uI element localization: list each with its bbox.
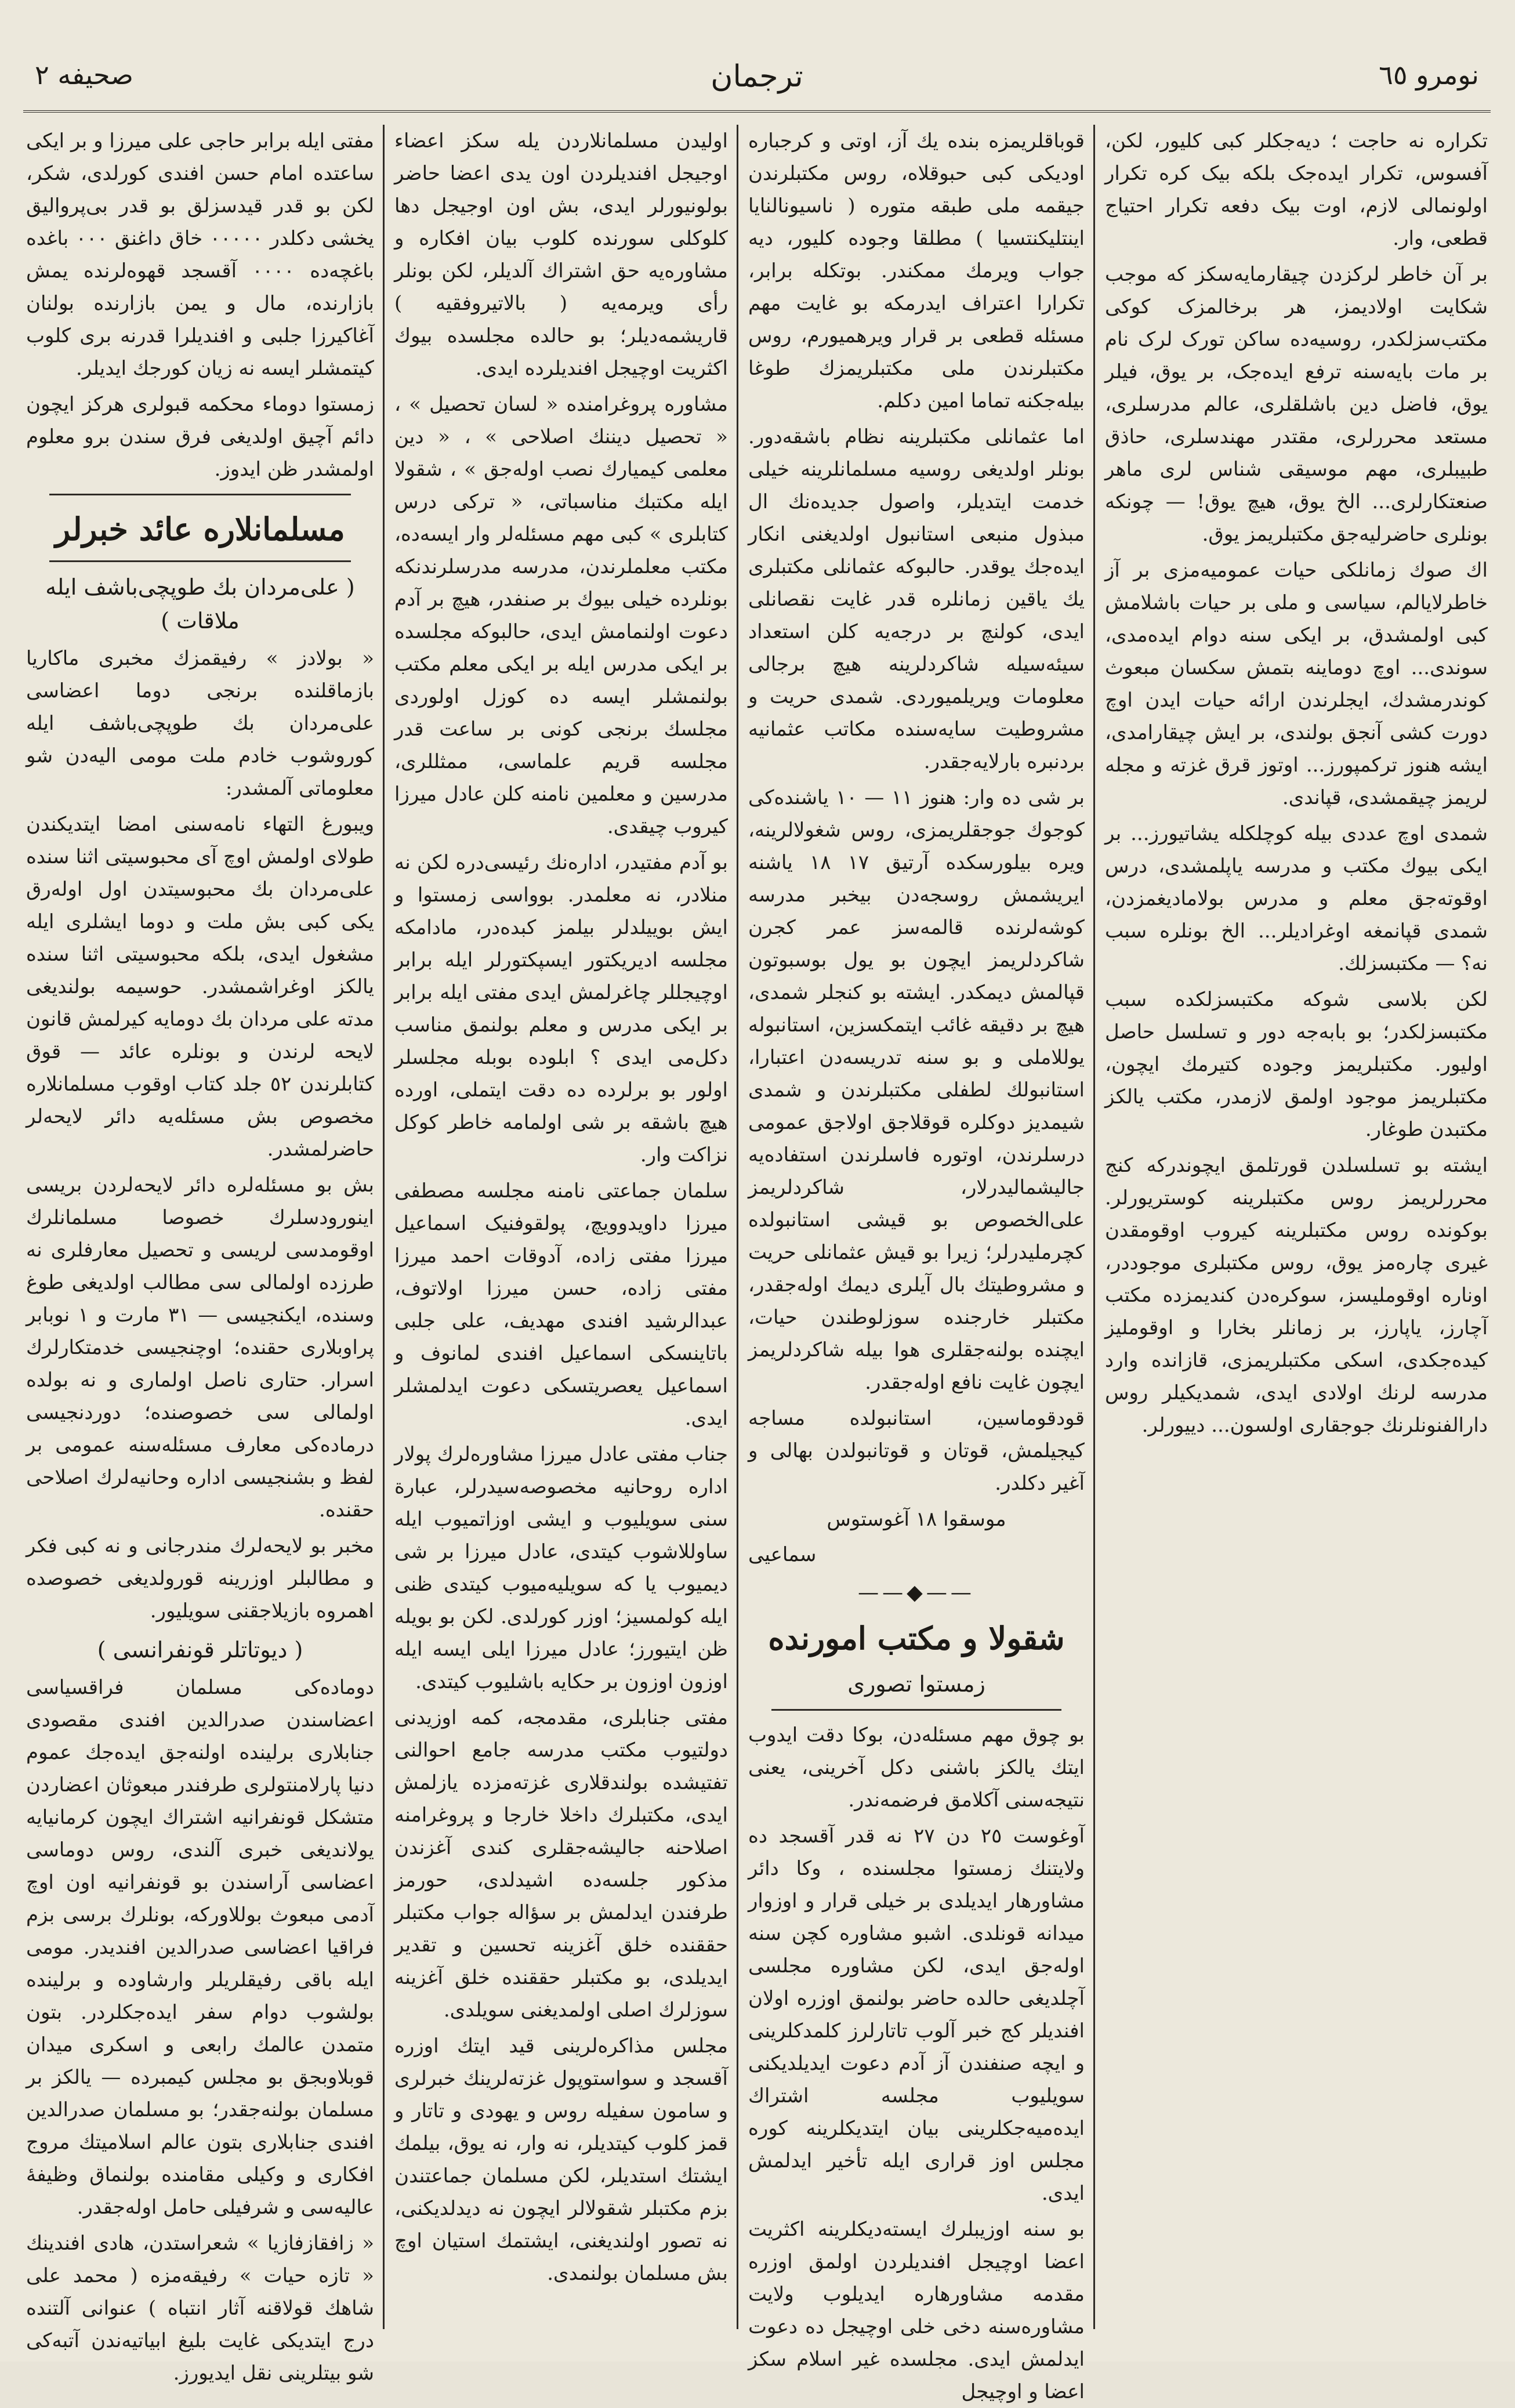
paragraph: بر آن خاطر لرکزدن چیقارمایه‌سکز که موجب شکایت اولادیمز، هر برخالمزک کوکی مکتب‌سزلکدر، روسیه‌ده ساکن تورک لرک نام بر مات بایه‌سنه ترفع ایده‌جک، بر یوق، فیلر یوق، فاضل دین باشلقلری، عالم مدرسلری، مستعد محررلری، مقتدر مهندسلری، حاذق طبیبلری، مهم موسیقی شناس لری ماهر صنعتکارلری... الخ یوق، هیچ یوق! — چونکه بونلری حاضرلیه‌جق مکتبلریمز یوق.	[1105, 263, 1488, 546]
dateline: موسقوا ١٨ آغوستوس	[827, 1508, 1006, 1531]
section-subhead: ( دیوتاتلر قونفرانسی )	[97, 1637, 303, 1663]
column-rule	[383, 125, 385, 2329]
paragraph: « بولادز » رفیقمزك مخبری ماکاریا بازماقلنده برنجی دوما اعضاسی علی‌مردان بك طوپچی‌باشف ایله کوروشوب خادم ملت مومی الیه‌دن شو معلوماتی آلمشدر:	[26, 647, 374, 800]
paragraph: بش بو مسئله‌لره دائر لایحه‌لردن بریسی اینورودسلرك خصوصا مسلمانلرك اوقومدسی لریسی و تحصیل معارفلری نه طرزده اولمالی سی مطالب اولدیغی طوغ وسنده، ایکنجیسی — ٣١ مارت و ١ نوبابر پراوبلاری حقنده؛ اوچنجیسی خدمتکارلرك اسرار. حتاری ناصل اولماری و نه بولده اولمالی سی خصوصنده؛ دوردنجیسی درماده‌کی معارف مسئله‌سنه عمومی بر لفظ و بشنجیسی اداره وحانیه‌لرك اصلاحی حقنده.	[26, 1174, 374, 1522]
paragraph: سلمان جماعتی نامنه مجلسه مصطفی میرزا داویدوویچ، پولقوفنیک اسماعیل میرزا مفتی زاده، آدوقات احمد میرزا مفتی زاده، حسن میرزا اولاتوف، عبدالرشید افندی مهدیف، علی جلبی باتاینسکی اسماعیل افندی لمانوف و اسماعیل یعصریتسکی دعوت ایدلمشلر ایدی.	[394, 1179, 728, 1430]
paragraph: دوماده‌کی مسلمان فراقسیاسی اعضاسندن صدرالدین افندی مقصودی جنابلاری برلینده اولنه‌جق ایده‌جك عموم دنیا پارلامنتولری طرفندر مبعوثان اعضاردن متشکل قونفرانیه اشتراك ایچون کرمانیایه یولاندیغی خبری آلندی، روس دوماسی اعضاسی آراسندن بو قونفرانیه اون اوچ آدمی مبعوث بوللاورکه، بونلرك برسی بزم فراقیا اعضاسی صدرالدین افندیدر. مومی ایله باقی رفیقلریلر وارشاوده و برلینده بولشوب دوام سفر ایده‌جکلردر. بتون متمدن عالمك رابعی و اسکری میدان قوبلاوبجق بو مجلس کیمبرده — یالکز بر مسلمان بولنه‌جقدر؛ بو مسلمان صدرالدین افندی جنابلاری بتون عالم اسلامیتك مروج افکاری و وکیلی مقامنده بولنماق وظیفهٔ عالیه‌سی و شرفیلی حامل اوله‌جقدر.	[26, 1676, 374, 2219]
divider	[771, 1709, 1061, 1711]
paragraph: « زافقازفازیا » شعراستدن، هادی افندینك « تازه حیات » رفیقه‌مزه ( محمد علی شاهك قولاقنه آثار انتباه ) عنوانی آلتنده درج ایتدیکی غایت بلیغ ابیاتیه‌ندن آتبه‌کی شو بیتلرینی نقل ایدیورز.	[26, 2232, 374, 2385]
section-subhead: ( علی‌مردان بك طوپچی‌باشف ایله ملاقات )	[45, 574, 355, 633]
paragraph: بر شی ده وار: هنوز ١١ — ١٠ یاشنده‌کی کوجوك جوجقلریمزی، روس شغولالرینه، ویره بیلورسکده آرتیق ١٧ ١٨ یاشنه ایریشمش روسجه‌دن بیخبر مدرسه‌ کوشه‌لرنده قالمه‌سز عمر کجرن شاکردلریمز ایچون بو یول بوسبوتون قپالمش دیمکدر. ایشته بو کنجلر شمدی، هیچ بر دقیقه غائب ایتمکسزین، استانبوله یوللاملی و بو سنه تدریسه‌دن اعتبارا، استانبولك لطفلی مکتبلرندن و شمدی شیمدیز دوکلره قوقلاجق اولاجق عمومی درسلرندن، اوتوره فاسلرندن استفاده‌یه جالیشمالیدرلار، شاکردلریمز علی‌الخصوص بو قیشی استانبولده کچرملیدرلر؛ زیرا بو قیش عثمانلی حریت و مشروطیتك بال آیلری دیمك اوله‌جقدر، مکتبلر خارجنده سوزلوطندن حیات، ایچنده بولنه‌جقلری هوا بیله شاکردلریمز ایچون غایت نافع اوله‌جقدر.	[748, 786, 1085, 1394]
article-headline: شقولا و مکتب امورنده	[768, 1620, 1065, 1657]
paragraph: مخبر بو لایحه‌لرك مندرجانی و نه کبی فکر و مطالبلر اوزرینه قورولدیغی خصوصده اهمروه بازیلاجقنی سویلیور.	[26, 1534, 374, 1623]
column-1	[1105, 125, 1488, 2329]
paragraph: آوغوست ٢٥ دن ٢٧ نه قدر آقسجد ده ولایتنك زمستوا مجلسنده ، وکا دائر مشاورهار ایدیلدی بر خیلی قرار و اوزوار میدانه قونلدی. اشبو مشاوره کچن سنه اوله‌جق ایدی، لکن مشاوره مجلسی آچلدیغی حالده حاضر بولنمق اوزره اولان افندیلر کج خبر آلوب تاتارلرز کلمدکلرینی و ایچه صنفندن آز آدم دعوت ایدیلدیکنی سویلیوب مجلسه اشتراك ایده‌میه‌جکلرینی بیان ایتدیکلرینه کوره مجلس اوز قراری ایله تأخیر ایدلمش ایدی.	[748, 1824, 1085, 2205]
paragraph: اك صوك زمانلکی حیات عمومیه‌مزی بر آز خاطرلایالم، سیاسی و ملی بر حیات باشلامش کبی اولمشدق، بر ایکی سنه دوام ایده‌مدی، سوندی... اوچ دوماینه بتمش سکسان مبعوث کوندرمشدك، ایجلرندن ارائه حیات ایدن اوچ دورت کشی آنجق بولندی، بر ایش چیقارامدی، ایشه هنوز ترکمپورز... اوتوز قرق غزته و مجله لریمز چیقمشدی، قپاندی.	[1105, 559, 1488, 809]
ornament-divider: ——◆——	[858, 1581, 975, 1605]
paragraph: بو سنه اوزیبلرك ایسته‌دیکلرینه اکثریت اعضا اوچیجل افندیلردن اولمق اوزره مقدمه مشاورهاره ایدیلوب ولایت مشاوره‌سنه دخی خلی اوچیجل ده دعوت ایدلمش ایدی. مجلسده غیر اسلام سکز اعضا و اوچیجل	[748, 2218, 1085, 2403]
divider	[49, 560, 351, 562]
paragraph: شمدی اوچ عددی بیله کوچلکله یشاتیورز... بر ایکی بیوك مکتب و مدرسه یاپلمشدی، درس اوقوته‌جق معلم و مدرس بولامادیغمزدن، شمدی قپانمغه اوغرادیلر... الخ بونلره سبب نه؟ — مکتبسزلك.	[1105, 822, 1488, 975]
paragraph: قودقوماسین، استانبولده مساجه کیجیلمش، قوتان و قوتانبولدن بهالی و آغیر دکلدر.	[748, 1407, 1085, 1495]
paragraph: بو آدم مفتیدر، اداره‌نك رئیسی‌دره لکن نه منلادر، نه معلمدر. بوواسی زمستوا و ایش بوییلدلر بیلمز کبده‌در، مادامکه مجلسه ادیریکتور ایسپکتورلر ایله برابر اوچیجللر چاغرلمش ایدی مفتی ایله برابر بر ایکی مدرس و معلم بولنمق مناسب دکل‌می ایدی ؟ ابلوده بوبله مجلسلر اولور بو برلرده ده دقت ایتملی، اورده هیچ باشقه بر شی اولمامه خاطر کوکل نزاکت وار.	[394, 851, 728, 1167]
column-2	[748, 125, 1085, 2403]
paragraph: مفتی جنابلری، مقدمجه، کمه اوزیدنی دولتیوب مکتب مدرسه جامع احوالنی تفتیشده بولندقلاری غزته‌مزده یازلمش ایدی، مکتبلرك داخلا خارجا و پروغرامنه اصلاحنه جالیشه‌جقلری کندی آغزندن مذکور جلسه‌ده اشیدلدی، حورمز طرفندن ایدلمش بر سؤاله جواب مکتبلر حققنده خلق آغزینه تحسین و تقدیر ایدیلدی، بو مکتبلر حققنده خلق آغزینه سوزلرك اصلی اولمدیغنی سویلدی.	[394, 1706, 728, 2022]
paragraph: جناب مفتی عادل میرزا مشاوره‌لرك پولار اداره روحانیه مخصوصه‌سیدرلر، عبارة‌ سنی سویلیوب و ایشی اوزاتمیوب ایله ساوللاشوب کیتدی، عادل میرزا بر شی دیمیوب یا که سویلیه‌میوب کیتدی ظنی ایله کولمسیز؛ اوزر کورلدی. لکن بو بویله ظن ایتیورز؛ عادل میرزا ایلی ایسه ایله اوزون اوزون بر حکایه باشلیوب کیتدی.	[394, 1443, 728, 1693]
paragraph: ایشته بو تسلسلدن قورتلمق ایچوندرکه کنج محررلریمز روس مکتبلرینه کوستریورلر. بوکونده روس مکتبلرینه کیروب اوقومقدن غیری چاره‌مز یوق، روس مکتبلری موجوددر، اوناره اوقوملیسز، سوکره‌دن کندیمزده مکتب آچارز، یاپارز، بر زمانلر بخارا و اوقوملیز کیده‌جکدی، اسکی مکتبلریمزی، قازانده وارد مدرسه لرنك اولادی ایدی، شمدیکیلر روس دارالفنونلرنك جوجقاری اولسون... دییورلر.	[1105, 1154, 1488, 1437]
paragraph: اولیدن مسلمانلاردن یله سکز اعضاء اوجیجل افندیلردن اون یدی اعضا حاضر بولونیورلر ایدی، بش اون اوجیجل دها کلوکلی سورنده کلوب بیان افکاره و مشاوره‌یه حق اشتراك آلدیلر، لکن بونلر رأی ویرمه‌یه ( بالاتیروفقیه ) قاریشمه‌دیلر؛ بو حالده مجلسده بیوك اکثریت اوچیجل افندیلرده ایدی.	[394, 129, 728, 380]
section-headline: مسلمانلاره عائد خبرلر	[55, 510, 345, 548]
column-rule	[737, 125, 738, 2329]
article-subhead: زمستوا تصوری	[847, 1671, 985, 1697]
page-label: صحیفه ۲	[35, 59, 133, 90]
divider	[49, 494, 351, 495]
column-4	[26, 125, 375, 2385]
newspaper-title: ترجمان	[711, 59, 803, 94]
paragraph: اما عثمانلی مکتبلرینه نظام باشقه‌دور. بونلر اولدیغی روسیه مسلمانلرینه خیلی خدمت ایتدیلر، واصول جدیده‌نك ال مبذول منبعی استانبول اولدیغنی انکار ایده‌جك یوقدر. حالبوکه عثمانلی مکتبلری یك یاقین زمانلره قدر غایت نقصانلی ایدی، کولنچ بر درجه‌یه کلن استعداد سیئه‌سیله شاکردلرینه هیچ برجالی معلومات ویریلمیوردی. شمدی حریت و مشروطیت سایه‌سنده مکاتب عثمانیه بردنبره بارلایه‌جقدر.	[748, 425, 1085, 773]
issue-label: نومرو ٦٥	[1379, 59, 1479, 90]
column-rule	[1093, 125, 1095, 2329]
paragraph: مجلس مذاکره‌لرینی قید ایتك اوزره آقسجد و سواستوپول غزته‌لرینك خبرلری و سامون سفیله روس و یهودی و تاتار و قمز کلوب کیتدیلر، نه وار، نه یوق، بیلمك ایشتك استدیلر، لکن مسلمان جماعتندن بزم مکتبلر شقولالر ایچون نه دیدلدیکنی، نه تصور اولندیغنی، ایشتمك استیان اوچ بش مسلمان بولنمدی.	[394, 2034, 728, 2285]
paragraph: لکن بلاسی شوکه مکتبسزلکده سبب مکتبسزلکدر؛ بو بابه‌جه دور و تسلسل حاصل اولیور. مکتبلریمز وجوده کتیرمك ایچون، مکتبلریمز موجود اولمق لازمدر، مکتب یالکز مکتبدن طوغار.	[1105, 988, 1488, 1141]
paragraph: زمستوا دوماء محکمه قبولری هرکز ایچون دائم آچیق اولدیغی فرق سندن برو معلوم اولمشدر ظن ایدوز.	[26, 393, 374, 481]
paragraph: بو چوق مهم مسئله‌دن، بوکا دقت ایدوب ایتك یالکز باشنی دکل آخرینی، یعنی نتیجه‌سنی آکلامق فرضمه‌ندر.	[748, 1723, 1085, 1812]
paragraph: مفتی ایله برابر حاجی علی میرزا و بر ایکی ساعتده امام حسن افندی کورلدی، شکر، لکن بو قدر قیدسزلق بو قدر بی‌پروالیق یخشی دکلدر ٠٠٠٠٠ خاق داغنق ٠٠٠ باغده باغچه‌ده ٠٠٠٠ آقسجد قهوه‌لرنده یمش بازارنده، مال و یمن بازارنده بولنان آغاکیرزا جلبی و افندیلرا قدرنه بری کلوب کیتمشلر ایسه نه زیان کورجك ایدیلر.	[26, 129, 375, 380]
signature: سماعیی	[748, 1543, 817, 1566]
paragraph: تکراره نه حاجت ؛ دیه‌جکلر کبی کلیور، لکن، آفسوس، تکرار ایده‌جک بلکه بیک کره تکرار اولونمالی لازم، اوت بیک دفعه تکرار احتیاج قطعی، وار.	[1105, 129, 1488, 250]
column-3	[394, 125, 728, 2329]
masthead	[23, 41, 1491, 113]
paragraph: مشاوره پروغرامنده « لسان تحصیل » ، « تحصیل دیننك اصلاحی » ، « دین معلمی کیمیارك نصب اوله‌جق » ، شقولا ایله مکتبك مناسباتی، « ترکی درس کتابلری » کبی مهم مسئله‌لر وار ایسه‌ده، مکتب معلملرندن، مدرسه مدرسلرندنکه بونلرده خیلی بیوك بر صنفدر، هیچ بر آدم دعوت اولنمامش ایدی، حالبوکه مجلسده بر ایکی مدرس ایله بر ایکی معلم مکتب بولنمشلر ایسه ده کوزل اولوردی مجلسك برنجی کونی بر ساعت قدر مجلسه قریم علماسی، ممثللری، مدرسین و معلمین نامنه کلن عادل میرزا کیروب چیقدی.	[394, 393, 728, 838]
paragraph: ویبورغ التهاء نامه‌سنی امضا ایتدیکندن طولای اولمش اوچ آی محبوسیتی اثنا سنده علی‌مردان بك محبوسیتدن اول اوله‌رق یکی کبی بش ملت و دوما ایشلری ایله مشغول ایدی، بلکه محبوسیتی اثنا سنده یالکز اوغراشمشدر. حوسیمه بولندیغی مدته علی مردان بك دومایه کیرلمش قانون لایحه لرندن و بونلره عائد — قوق کتابلرندن ٥٢ جلد کتاب اوقوب مسلمانلاره مخصوص بش مسئله‌یه دائر لایحه‌لر حاضرلمشدر.	[26, 813, 375, 1161]
paragraph: قوباقلریمزه بنده یك آز، اوتی و کرجباره اودیکی کبی حبوقلاه، روس مکتبلرندن جیقمه ملی طبقه متوره ( ناسیونالنایا اینتلیکنتسیا ) مطلقا وجوده کلیور، دیه جواب ویرمك ممکندر. بوتکله برابر، تکرارا اعتراف ایدرمکه بو غایت مهم مسئله قطعی بر قرار ویرهمیورم، روس مکتبلرندن ملی مکتبلریمزك طوغا بیله‌جکنه تماما امین دکلم.	[748, 129, 1085, 412]
